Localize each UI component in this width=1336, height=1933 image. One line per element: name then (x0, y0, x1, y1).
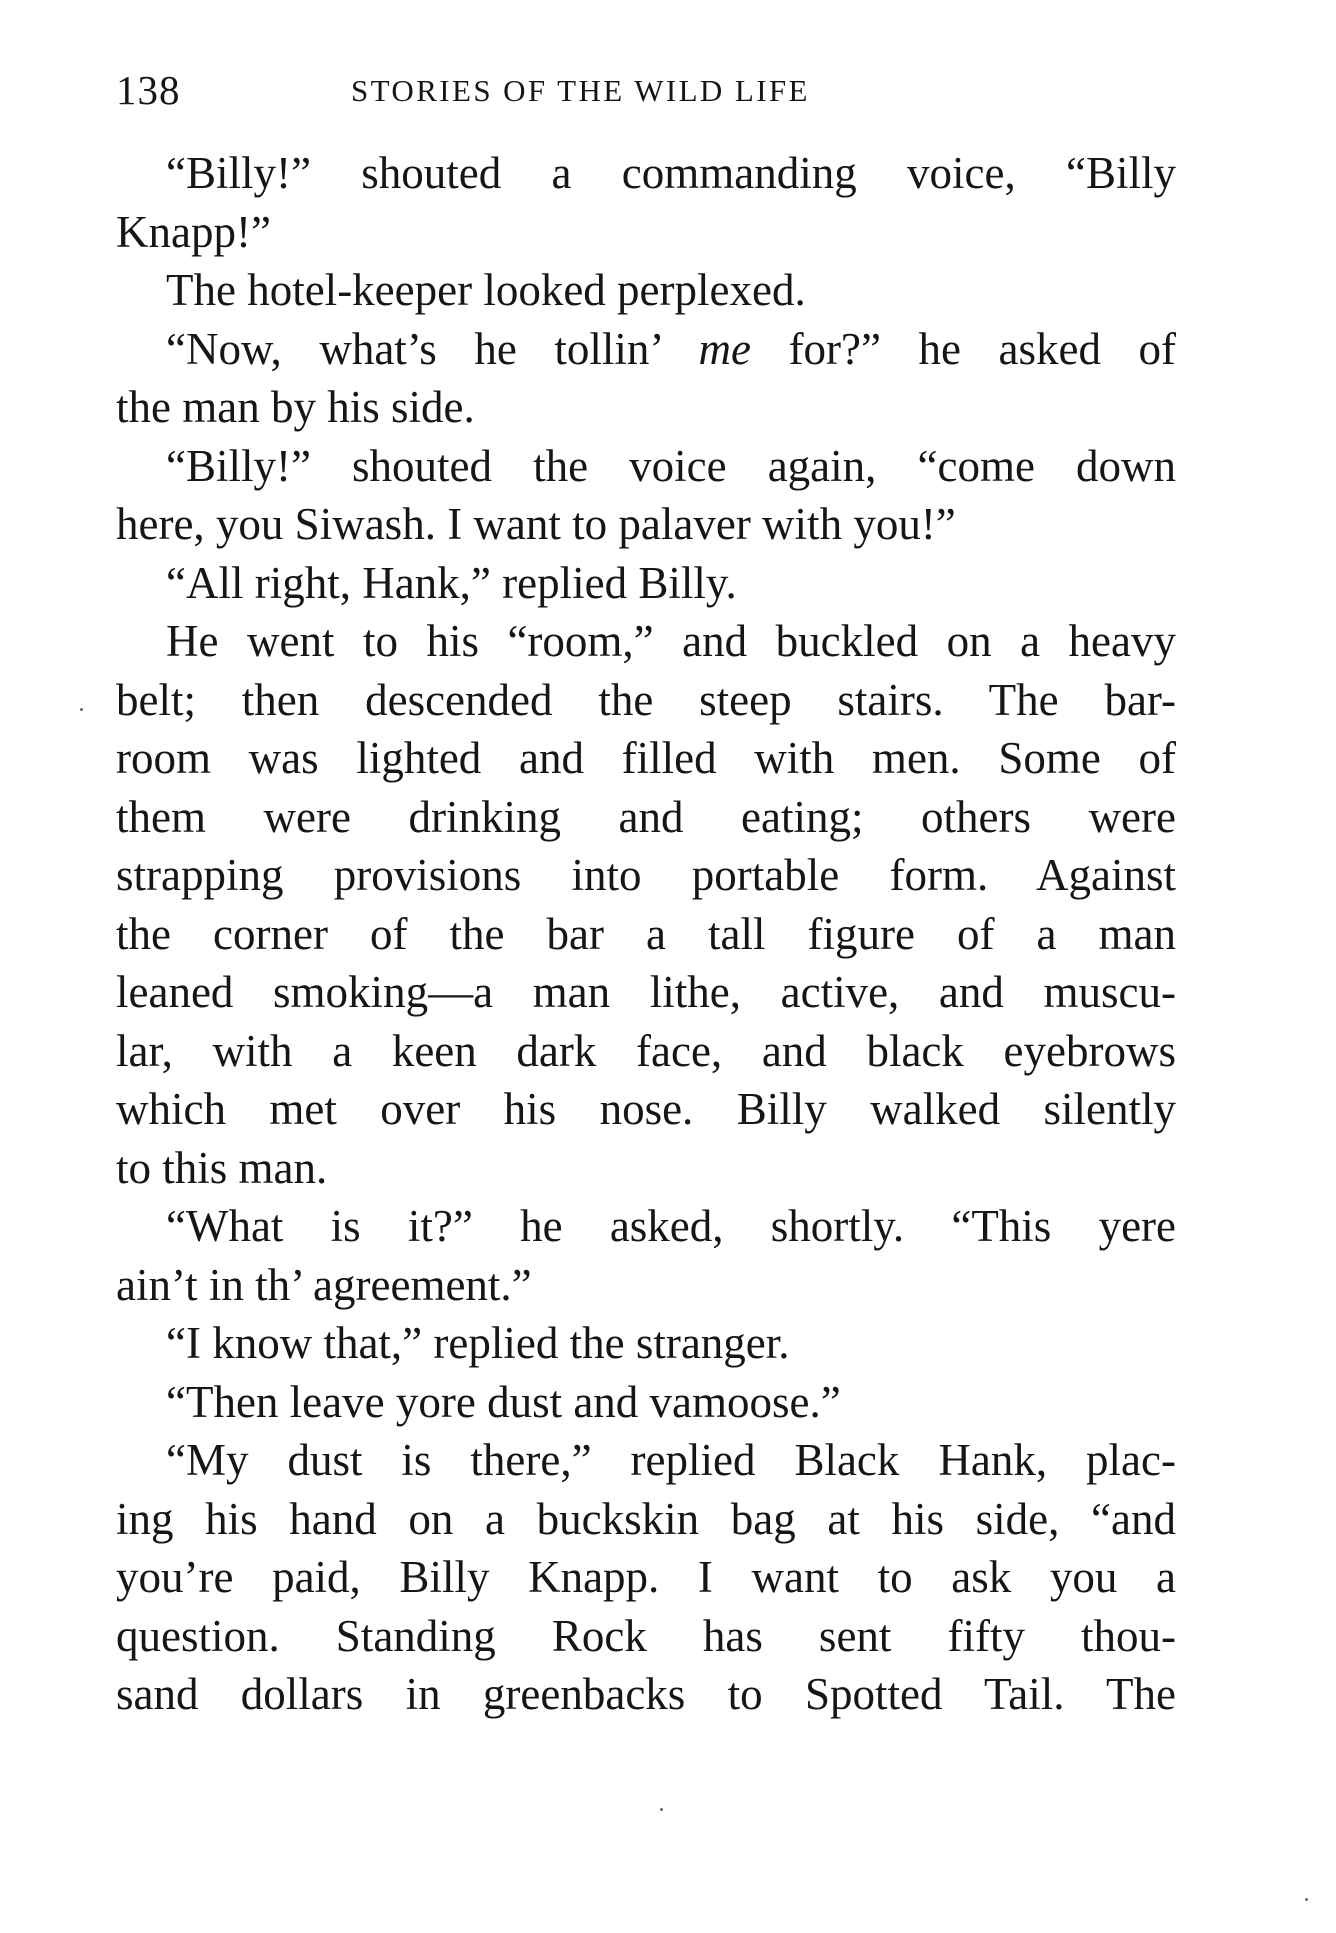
text-segment: “Billy!” shouted the voice again, “come down (166, 440, 1176, 491)
text-segment: you’re paid, Billy Knapp. I want to ask you a (116, 1552, 1176, 1602)
text-segment: sand dollars in greenbacks to Spotted Tail. The (116, 1669, 1176, 1719)
text-segment: lar, with a keen dark face, and black eyebrows (116, 1025, 1176, 1076)
text-segment: ing his hand on a buckskin bag at his side, “and (116, 1493, 1176, 1544)
text-segment: “Billy!” shouted a commanding voice, “Billy (166, 148, 1176, 198)
text-segment: belt; then descended the steep stairs. The bar- (116, 674, 1176, 725)
text-segment: leaned smoking—a man lithe, active, and muscu- (116, 967, 1176, 1017)
text-line (116, 1022, 1176, 1081)
text-segment: The hotel-keeper looked perplexed. (166, 265, 806, 315)
text-line (116, 846, 1176, 905)
text-line (116, 1607, 1176, 1666)
text-line (116, 261, 1176, 320)
text-segment: He went to his “room,” and buckled on a heavy (166, 616, 1176, 666)
text-line (116, 729, 1176, 788)
text-line (116, 1314, 1176, 1373)
text-line (116, 963, 1176, 1022)
paper-speck (80, 708, 83, 711)
text-line (116, 671, 1176, 730)
running-head (116, 58, 1176, 118)
text-line (116, 203, 1176, 262)
text-line (116, 495, 1176, 554)
paper-speck (1305, 1898, 1308, 1901)
text-segment: Knapp!” (116, 206, 271, 257)
text-segment: “Now, what’s he tollin’ (166, 323, 699, 374)
text-segment: “I know that,” replied the stranger. (166, 1318, 790, 1368)
paper-speck (660, 1808, 663, 1811)
text-line (116, 1139, 1176, 1198)
text-segment: “Then leave yore dust and vamoose.” (166, 1376, 841, 1427)
text-line (116, 1197, 1176, 1256)
running-title: STORIES OF THE WILD LIFE (351, 73, 810, 108)
text-line (116, 612, 1176, 671)
text-segment: the man by his side. (116, 382, 475, 432)
book-page (116, 58, 1176, 1858)
text-line (116, 1256, 1176, 1315)
text-line (116, 144, 1176, 203)
text-segment: them were drinking and eating; others were (116, 791, 1176, 842)
text-segment: ain’t in th’ agreement.” (116, 1259, 532, 1310)
text-line (116, 1431, 1176, 1490)
text-line (116, 788, 1176, 847)
text-line (116, 1548, 1176, 1607)
text-segment: question. Standing Rock has sent fifty thou- (116, 1610, 1176, 1661)
text-segment: “What is it?” he asked, shortly. “This yere (166, 1201, 1176, 1251)
text-segment: strapping provisions into portable form. Against (116, 850, 1176, 900)
text-segment: “All right, Hank,” replied Billy. (166, 557, 737, 608)
text-segment: the corner of the bar a tall figure of a man (116, 908, 1176, 959)
text-line (116, 905, 1176, 964)
text-segment: which met over his nose. Billy walked silently (116, 1084, 1176, 1134)
text-line (116, 1373, 1176, 1432)
text-segment: here, you Siwash. I want to palaver with you!” (116, 499, 956, 549)
text-segment: for?” he asked of (751, 323, 1176, 374)
text-line (116, 1665, 1176, 1724)
text-line (116, 1490, 1176, 1549)
body-text (116, 144, 1176, 1724)
text-line (116, 320, 1176, 379)
text-line (116, 554, 1176, 613)
text-line (116, 437, 1176, 496)
text-segment: room was lighted and filled with men. Some of (116, 733, 1176, 783)
text-segment: “My dust is there,” replied Black Hank, plac- (166, 1435, 1176, 1485)
page-number: 138 (116, 67, 181, 113)
text-line (116, 1080, 1176, 1139)
text-line (116, 378, 1176, 437)
text-segment: to this man. (116, 1142, 328, 1193)
italic-text: me (698, 323, 752, 374)
